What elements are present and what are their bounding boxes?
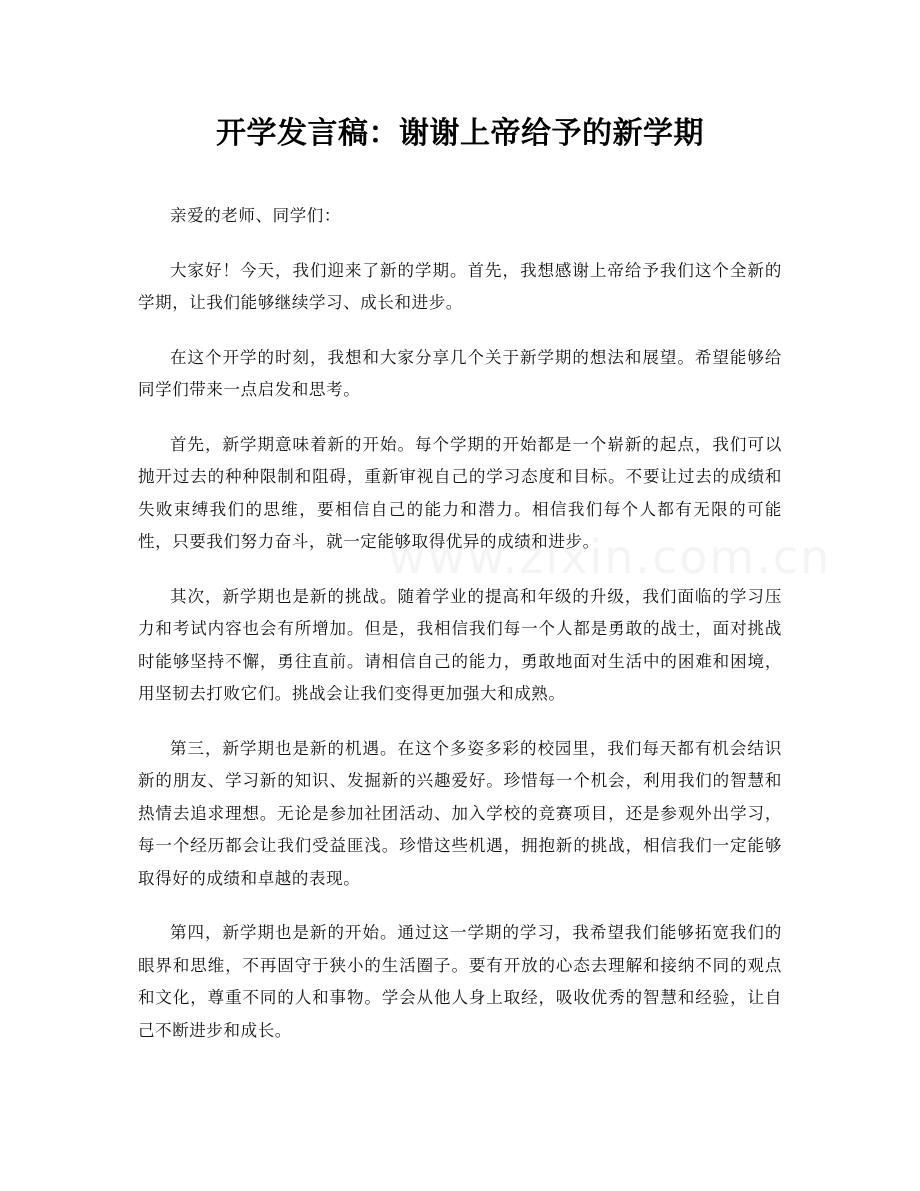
document-title: 开学发言稿：谢谢上帝给予的新学期 [216, 116, 704, 151]
body-paragraph-5: 第三，新学期也是新的机遇。在这个多姿多彩的校园里，我们每天都有机会结识新的朋友、学习新的知识、发掘新的兴趣爱好。珍惜每一个机会，利用我们的智慧和热情去追求理想。无论是参加社团活动、加入学校的竞赛项目，还是参观外出学习，每一个经历都会让我们受益匪浅。珍惜这些机遇，拥抱新的挑战，相信我们一定能够取得好的成绩和卓越的表现。 [138, 738, 782, 888]
greeting-paragraph: 亲爱的老师、同学们： [170, 206, 341, 225]
body-paragraph-3: 首先，新学期意味着新的开始。每个学期的开始都是一个崭新的起点，我们可以抛开过去的种种限制和阻碍，重新审视自己的学习态度和目标。不要让过去的成绩和失败束缚我们的思维，要相信自己的能力和潜力。相信我们每个人都有无限的可能性，只要我们努力奋斗，就一定能够取得优异的成绩和进步。 [138, 434, 782, 551]
body-paragraph-6: 第四，新学期也是新的开始。通过这一学期的学习，我希望我们能够拓宽我们的眼界和思维，不再固守于狭小的生活圈子。要有开放的心态去理解和接纳不同的观点和文化，尊重不同的人和事物。学会从他人身上取经，吸收优秀的智慧和经验，让自己不断进步和成长。 [138, 923, 782, 1040]
body-paragraph-2: 在这个开学的时刻，我想和大家分享几个关于新学期的想法和展望。希望能够给同学们带来一点启发和思考。 [138, 347, 782, 399]
body-paragraph-4: 其次，新学期也是新的挑战。随着学业的提高和年级的升级，我们面临的学习压力和考试内容也会有所增加。但是，我相信我们每一个人都是勇敢的战士，面对挑战时能够坚持不懈，勇往直前。请相信自己的能力，勇敢地面对生活中的困难和困境，用坚韧去打败它们。挑战会让我们变得更加强大和成熟。 [138, 586, 782, 703]
body-paragraph-1: 大家好！今天，我们迎来了新的学期。首先，我想感谢上帝给予我们这个全新的学期，让我们能够继续学习、成长和进步。 [138, 260, 782, 312]
